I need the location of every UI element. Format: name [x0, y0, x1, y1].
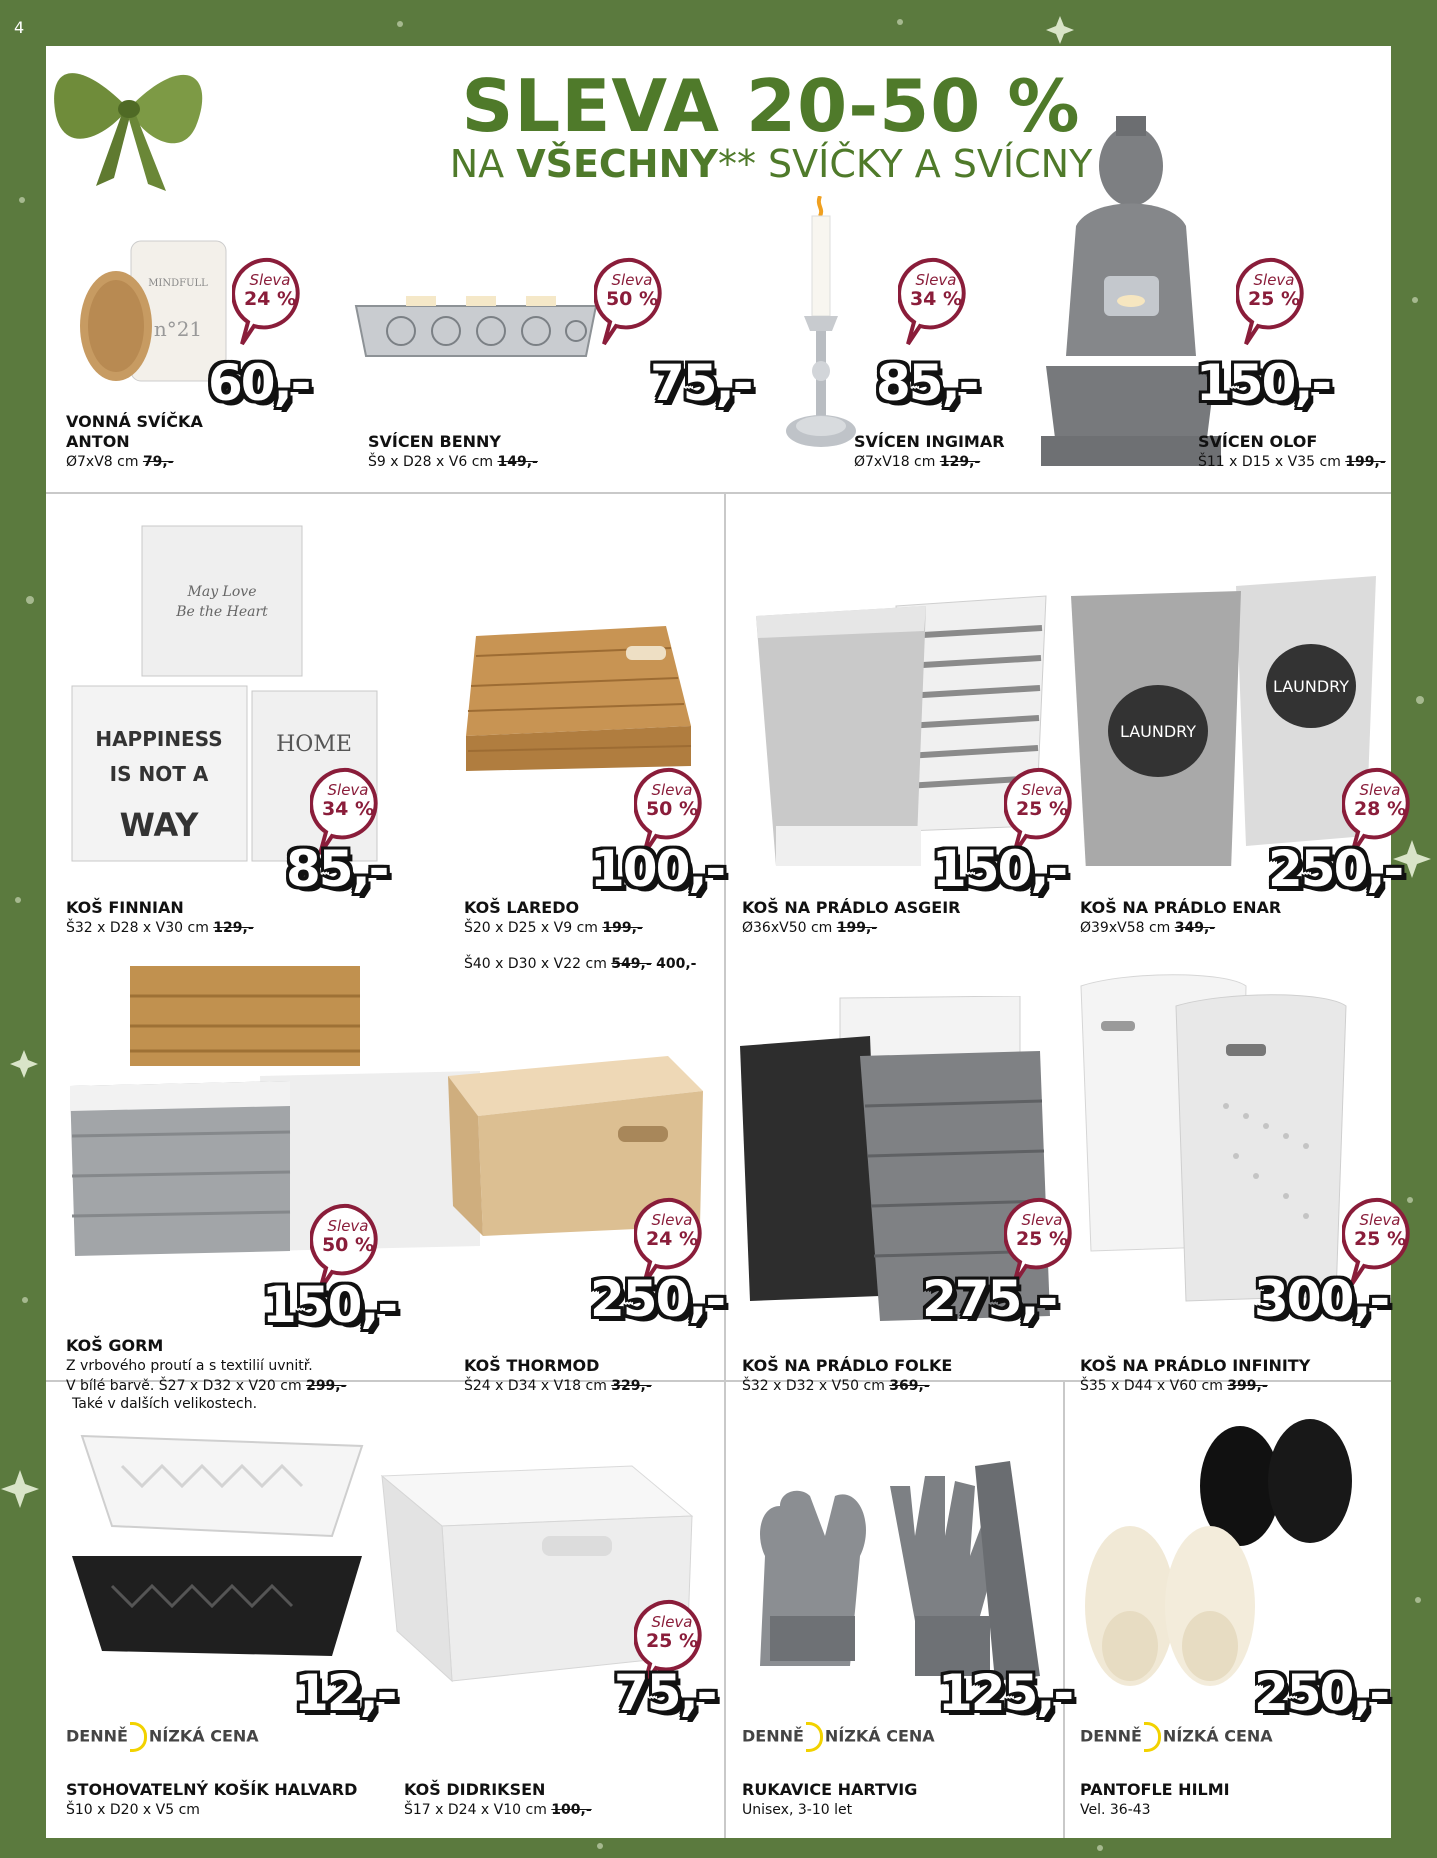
svg-text:IS NOT A: IS NOT A	[109, 762, 209, 786]
divider	[46, 492, 1391, 494]
price-ingimar: 85,-	[876, 354, 978, 412]
product-size-halvard: Š10 x D20 x V5 cm	[66, 1802, 200, 1818]
discount-badge: Sleva 25 %	[1004, 1196, 1080, 1272]
discount-badge: Sleva 25 %	[634, 1598, 710, 1674]
product-image-ingimar-candlestick	[776, 196, 866, 476]
product-name-halvard: STOHOVATELNÝ KOŠÍK HALVARD	[66, 1780, 358, 1799]
product-name-didriksen: KOŠ DIDRIKSEN	[404, 1780, 546, 1799]
divider	[724, 492, 726, 1838]
discount-badge: Sleva 34 %	[310, 766, 386, 842]
svg-text:HOME: HOME	[276, 732, 352, 757]
price-enar: 250,-	[1268, 840, 1403, 898]
discount-badge: Sleva 25 %	[1236, 256, 1312, 332]
product-desc-gorm: Z vrbového proutí a s textilií uvnitř.	[66, 1358, 313, 1374]
daily-low-price-logo: DENNĚ NÍZKÁ CENA	[66, 1722, 259, 1752]
product-image-halvard-baskets	[62, 1426, 382, 1666]
headline-discount: SLEVA 20-50 %	[461, 64, 1081, 148]
product-size-folke: Š32 x D32 x V50 cm 369,-	[742, 1378, 930, 1394]
product-size-didriksen: Š17 x D24 x V10 cm 100,-	[404, 1802, 592, 1818]
price-finnian: 85,-	[286, 840, 388, 898]
price-laredo: 100,-	[590, 840, 725, 898]
product-image-gorm-baskets	[60, 946, 480, 1306]
product-name-asgeir: KOŠ NA PRÁDLO ASGEIR	[742, 898, 961, 917]
product-size-laredo-large: Š40 x D30 x V22 cm 549,- 400,-	[464, 956, 697, 972]
product-name-enar: KOŠ NA PRÁDLO ENAR	[1080, 898, 1282, 917]
svg-text:n°21: n°21	[153, 317, 203, 341]
product-size-finnian: Š32 x D28 x V30 cm 129,-	[66, 920, 254, 936]
product-name-hilmi: PANTOFLE HILMI	[1080, 1780, 1230, 1799]
price-hartvig: 125,-	[938, 1664, 1073, 1722]
product-size-laredo: Š20 x D25 x V9 cm 199,-	[464, 920, 643, 936]
svg-text:Be the Heart: Be the Heart	[176, 604, 268, 620]
product-name-infinity: KOŠ NA PRÁDLO INFINITY	[1080, 1356, 1311, 1375]
svg-text:LAUNDRY: LAUNDRY	[1272, 677, 1350, 696]
bow-decoration	[36, 46, 226, 196]
discount-badge: Sleva 50 %	[594, 256, 670, 332]
product-image-enar-hampers	[1066, 536, 1386, 866]
svg-text:LAUNDRY: LAUNDRY	[1119, 722, 1197, 741]
price-didriksen: 75,-	[614, 1664, 716, 1722]
product-size-thormod: Š24 x D34 x V18 cm 329,-	[464, 1378, 652, 1394]
product-name-anton: VONNÁ SVÍČKA ANTON	[66, 412, 203, 451]
product-size-infinity: Š35 x D44 x V60 cm 399,-	[1080, 1378, 1268, 1394]
page-number: 4	[14, 18, 25, 37]
price-folke: 275,-	[922, 1270, 1057, 1328]
product-note-halvard: Také v dalších velikostech.	[72, 1396, 258, 1412]
product-size-hilmi: Vel. 36-43	[1080, 1802, 1151, 1818]
discount-badge: Sleva 25 %	[1004, 766, 1080, 842]
price-halvard: 12,-	[294, 1664, 396, 1722]
catalog-page	[46, 46, 1407, 1838]
svg-text:WAY: WAY	[119, 806, 199, 844]
price-benny: 75,-	[650, 354, 752, 412]
product-name-laredo: KOŠ LAREDO	[464, 898, 580, 917]
product-image-benny-holder	[346, 286, 606, 376]
price-asgeir: 150,-	[932, 840, 1067, 898]
product-name-gorm: KOŠ GORM	[66, 1336, 164, 1355]
product-image-laredo-basket	[446, 616, 696, 776]
product-name-olof: SVÍCEN OLOF	[1198, 432, 1318, 451]
svg-text:May Love: May Love	[187, 584, 257, 600]
product-name-hartvig: RUKAVICE HARTVIG	[742, 1780, 918, 1799]
product-size-olof: Š11 x D15 x V35 cm 199,-	[1198, 454, 1386, 470]
product-size-hartvig: Unisex, 3-10 let	[742, 1802, 853, 1818]
discount-badge: Sleva 24 %	[232, 256, 308, 332]
product-size-enar: Ø39xV58 cm 349,-	[1080, 920, 1216, 936]
product-size-anton: Ø7xV8 cm 79,-	[66, 454, 174, 470]
product-name-ingimar: SVÍCEN INGIMAR	[854, 432, 1005, 451]
discount-badge: Sleva 34 %	[898, 256, 974, 332]
svg-text:MINDFULL: MINDFULL	[148, 278, 208, 289]
svg-text:HAPPINESS: HAPPINESS	[95, 727, 223, 751]
daily-low-price-logo: DENNĚ NÍZKÁ CENA	[1080, 1722, 1273, 1752]
price-infinity: 300,-	[1254, 1270, 1389, 1328]
product-name-thormod: KOŠ THORMOD	[464, 1356, 600, 1375]
product-size-ingimar: Ø7xV18 cm 129,-	[854, 454, 981, 470]
discount-badge: Sleva 28 %	[1342, 766, 1418, 842]
product-size-asgeir: Ø36xV50 cm 199,-	[742, 920, 878, 936]
daily-low-price-logo: DENNĚ NÍZKÁ CENA	[742, 1722, 935, 1752]
price-thormod: 250,-	[590, 1270, 725, 1328]
headline-subtitle: NA VŠECHNY** SVÍČKY A SVÍCNY	[449, 142, 1093, 186]
discount-badge: Sleva 24 %	[634, 1196, 710, 1272]
product-image-hartvig-gloves	[740, 1446, 1080, 1686]
product-name-finnian: KOŠ FINNIAN	[66, 898, 184, 917]
discount-badge: Sleva 25 %	[1342, 1196, 1418, 1272]
product-size-benny: Š9 x D28 x V6 cm 149,-	[368, 454, 538, 470]
product-size-gorm: V bílé barvě. Š27 x D32 x V20 cm 299,-	[66, 1378, 347, 1394]
discount-badge: Sleva 50 %	[310, 1202, 386, 1278]
product-image-infinity-hampers	[1046, 966, 1386, 1316]
product-image-hilmi-slippers	[1070, 1406, 1390, 1706]
product-name-folke: KOŠ NA PRÁDLO FOLKE	[742, 1356, 953, 1375]
price-hilmi: 250,-	[1254, 1664, 1389, 1722]
product-image-olof-buddha	[1036, 96, 1226, 476]
price-anton: 60,-	[208, 354, 310, 412]
product-name-benny: SVÍCEN BENNY	[368, 432, 501, 451]
price-gorm: 150,-	[262, 1276, 397, 1334]
price-olof: 150,-	[1196, 354, 1331, 412]
discount-badge: Sleva 50 %	[634, 766, 710, 842]
